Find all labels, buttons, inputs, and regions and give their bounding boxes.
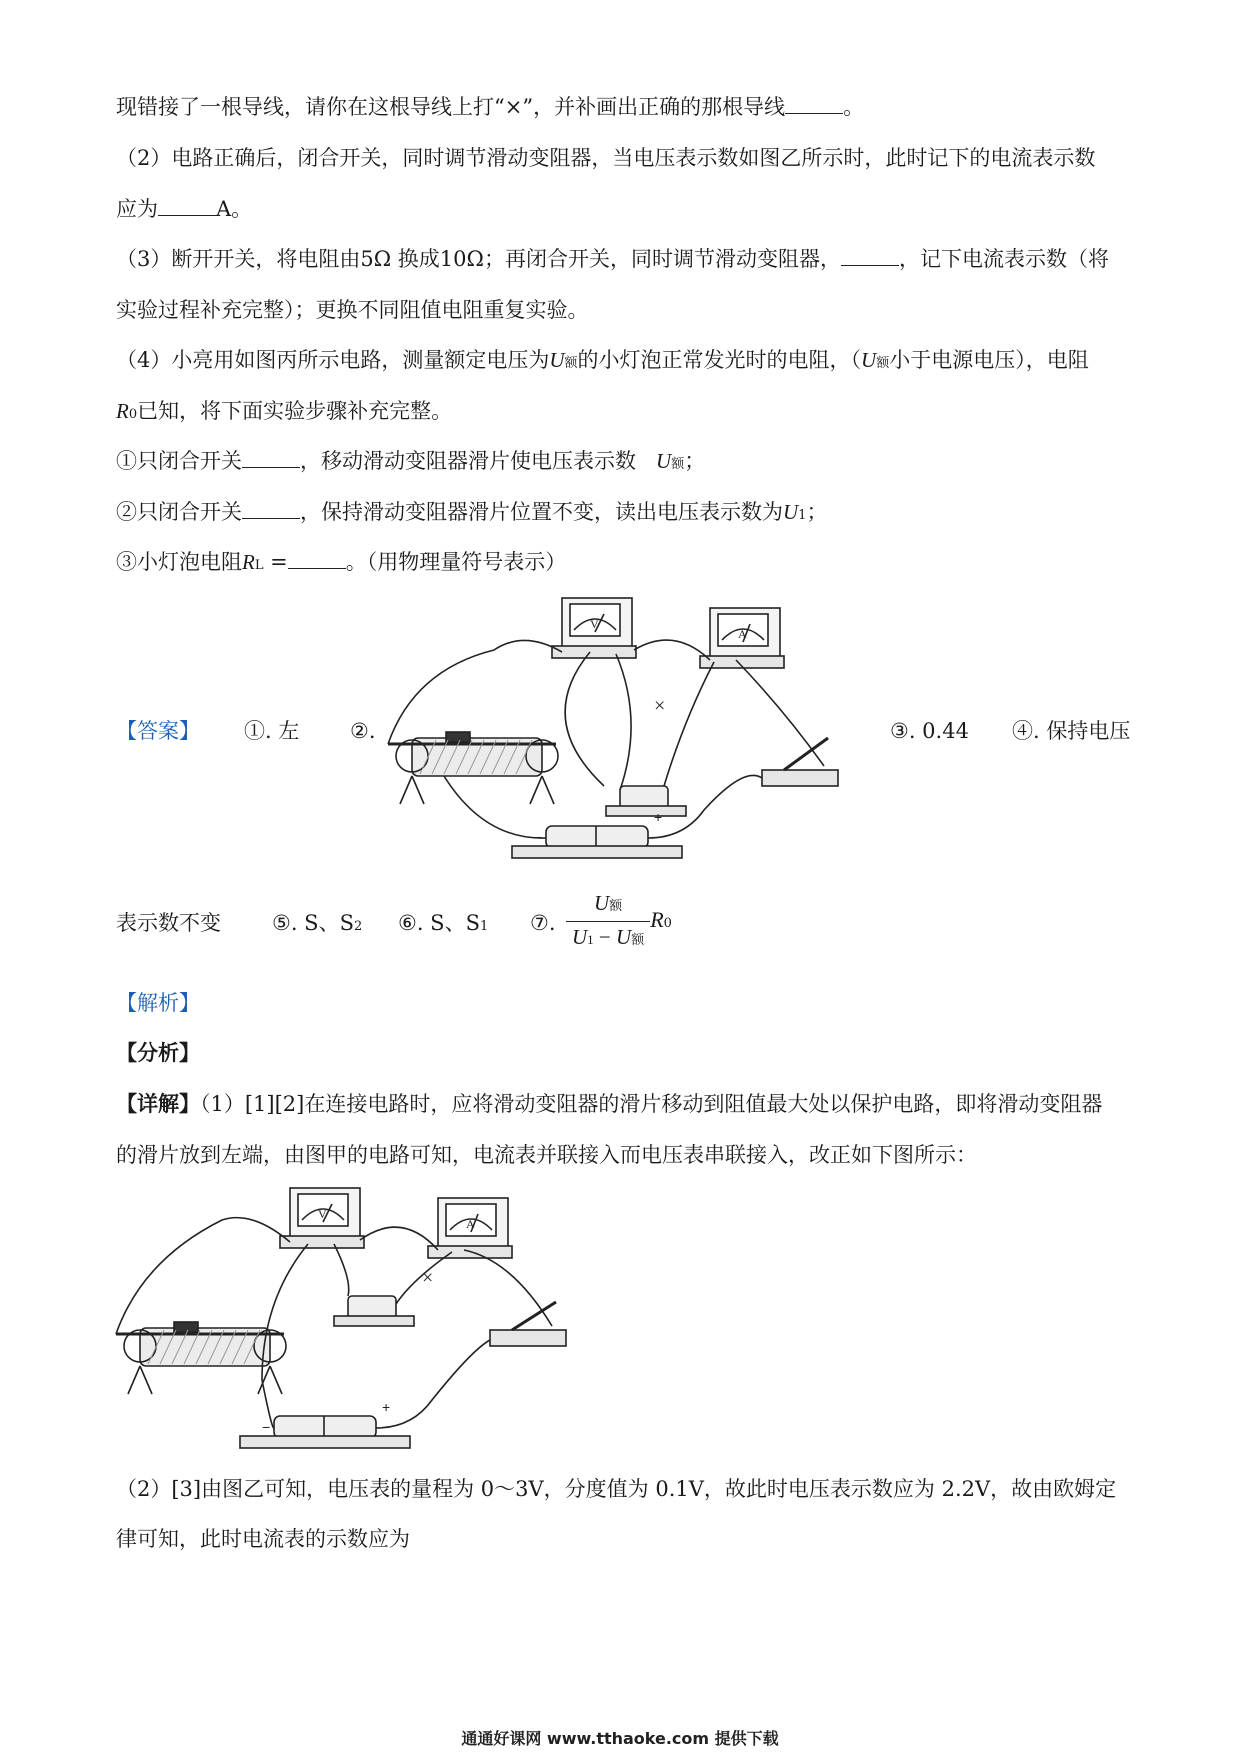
- answer-4-continued: 表示数不变: [116, 911, 221, 935]
- text-line: R0已知，将下面实验步骤补充完整。: [116, 399, 453, 423]
- answer-3: ③. 0.44: [890, 719, 969, 743]
- answer-7-label: ⑦.: [530, 911, 556, 935]
- answer-6: ⑥. S、S1: [398, 911, 489, 935]
- circuit-diagram-corrected: [112, 1180, 592, 1460]
- answer-blank: [288, 550, 346, 569]
- question-3: （3）断开开关，将电阻由5Ω 换成10Ω；再闭合开关，同时调节滑动变阻器， ，记下电流表示数（将: [116, 247, 1109, 271]
- battery-plus: +: [654, 809, 663, 825]
- answer-blank: [242, 500, 300, 519]
- answer-blank: [158, 197, 216, 216]
- cross-mark: ×: [422, 1267, 434, 1289]
- detail-line-1: 【详解】（1）[1][2]在连接电路时，应将滑动变阻器的滑片移动到阻值最大处以保护电路，即将滑动变阻器: [116, 1091, 1103, 1116]
- voltmeter-label: V: [318, 1207, 327, 1221]
- detail-line-4: 律可知，此时电流表的示数应为: [116, 1527, 410, 1551]
- step-3: ③小灯泡电阻RL = 。（用物理量符号表示）: [116, 550, 567, 574]
- battery-minus: −: [534, 829, 543, 845]
- question-4: （4）小亮用如图丙所示电路，测量额定电压为U额的小灯泡正常发光时的电阻，（U额小于电源电压），电阻: [116, 348, 1089, 372]
- cross-mark: ×: [654, 695, 666, 717]
- answer-1: ①. 左: [244, 719, 300, 743]
- question-2: （2）电路正确后，闭合开关，同时调节滑动变阻器，当电压表示数如图乙所示时，此时记下的电流表示数: [116, 146, 1096, 170]
- answer-7-formula: $\frac{\text{U额}}{\text{U1 − U额}}$ R0: [566, 888, 672, 955]
- analysis-heading: 【解析】: [116, 991, 200, 1015]
- detail-line-3: （2）[3]由图乙可知，电压表的量程为 0～3V，分度值为 0.1V，故此时电压表示数应为 2.2V，故由欧姆定: [116, 1477, 1117, 1501]
- fenxi-heading: 【分析】: [116, 1040, 200, 1065]
- step-2: ②只闭合开关 ，保持滑动变阻器滑片位置不变，读出电压表示数为U1；: [116, 500, 828, 524]
- answer-label: 【答案】: [116, 719, 200, 743]
- detail-line-2: 的滑片放到左端，由图甲的电路可知，电流表并联接入而电压表串联接入，改正如下图所示：: [116, 1143, 977, 1167]
- fraction: $\frac{\text{U额}}{\text{U1 − U额}}$: [566, 888, 650, 955]
- answer-5: ⑤. S、S2: [272, 911, 363, 935]
- voltmeter-label: V: [590, 617, 599, 631]
- step-1: ①只闭合开关 ，移动滑动变阻器滑片使电压表示数 U额；: [116, 449, 706, 473]
- ammeter-label: A: [466, 1217, 475, 1231]
- answer-blank: [242, 449, 300, 468]
- answer-blank: [841, 247, 899, 266]
- text-line: 应为 A。: [116, 197, 253, 221]
- answer-2: ②.: [350, 719, 376, 743]
- ammeter-label: A: [738, 627, 747, 641]
- text-line: 现错接了一根导线，请你在这根导线上打“×”，并补画出正确的那根导线 。: [116, 95, 865, 119]
- answer-blank: [785, 95, 843, 114]
- battery-plus: +: [382, 1399, 391, 1415]
- battery-minus: −: [262, 1419, 271, 1435]
- circuit-diagram-answer: [384, 590, 864, 870]
- footer-watermark: 通通好课网 www.tthaoke.com 提供下载: [461, 1729, 779, 1748]
- answer-4: ④. 保持电压: [1012, 719, 1131, 743]
- text-line: 实验过程补充完整）；更换不同阻值电阻重复实验。: [116, 298, 589, 322]
